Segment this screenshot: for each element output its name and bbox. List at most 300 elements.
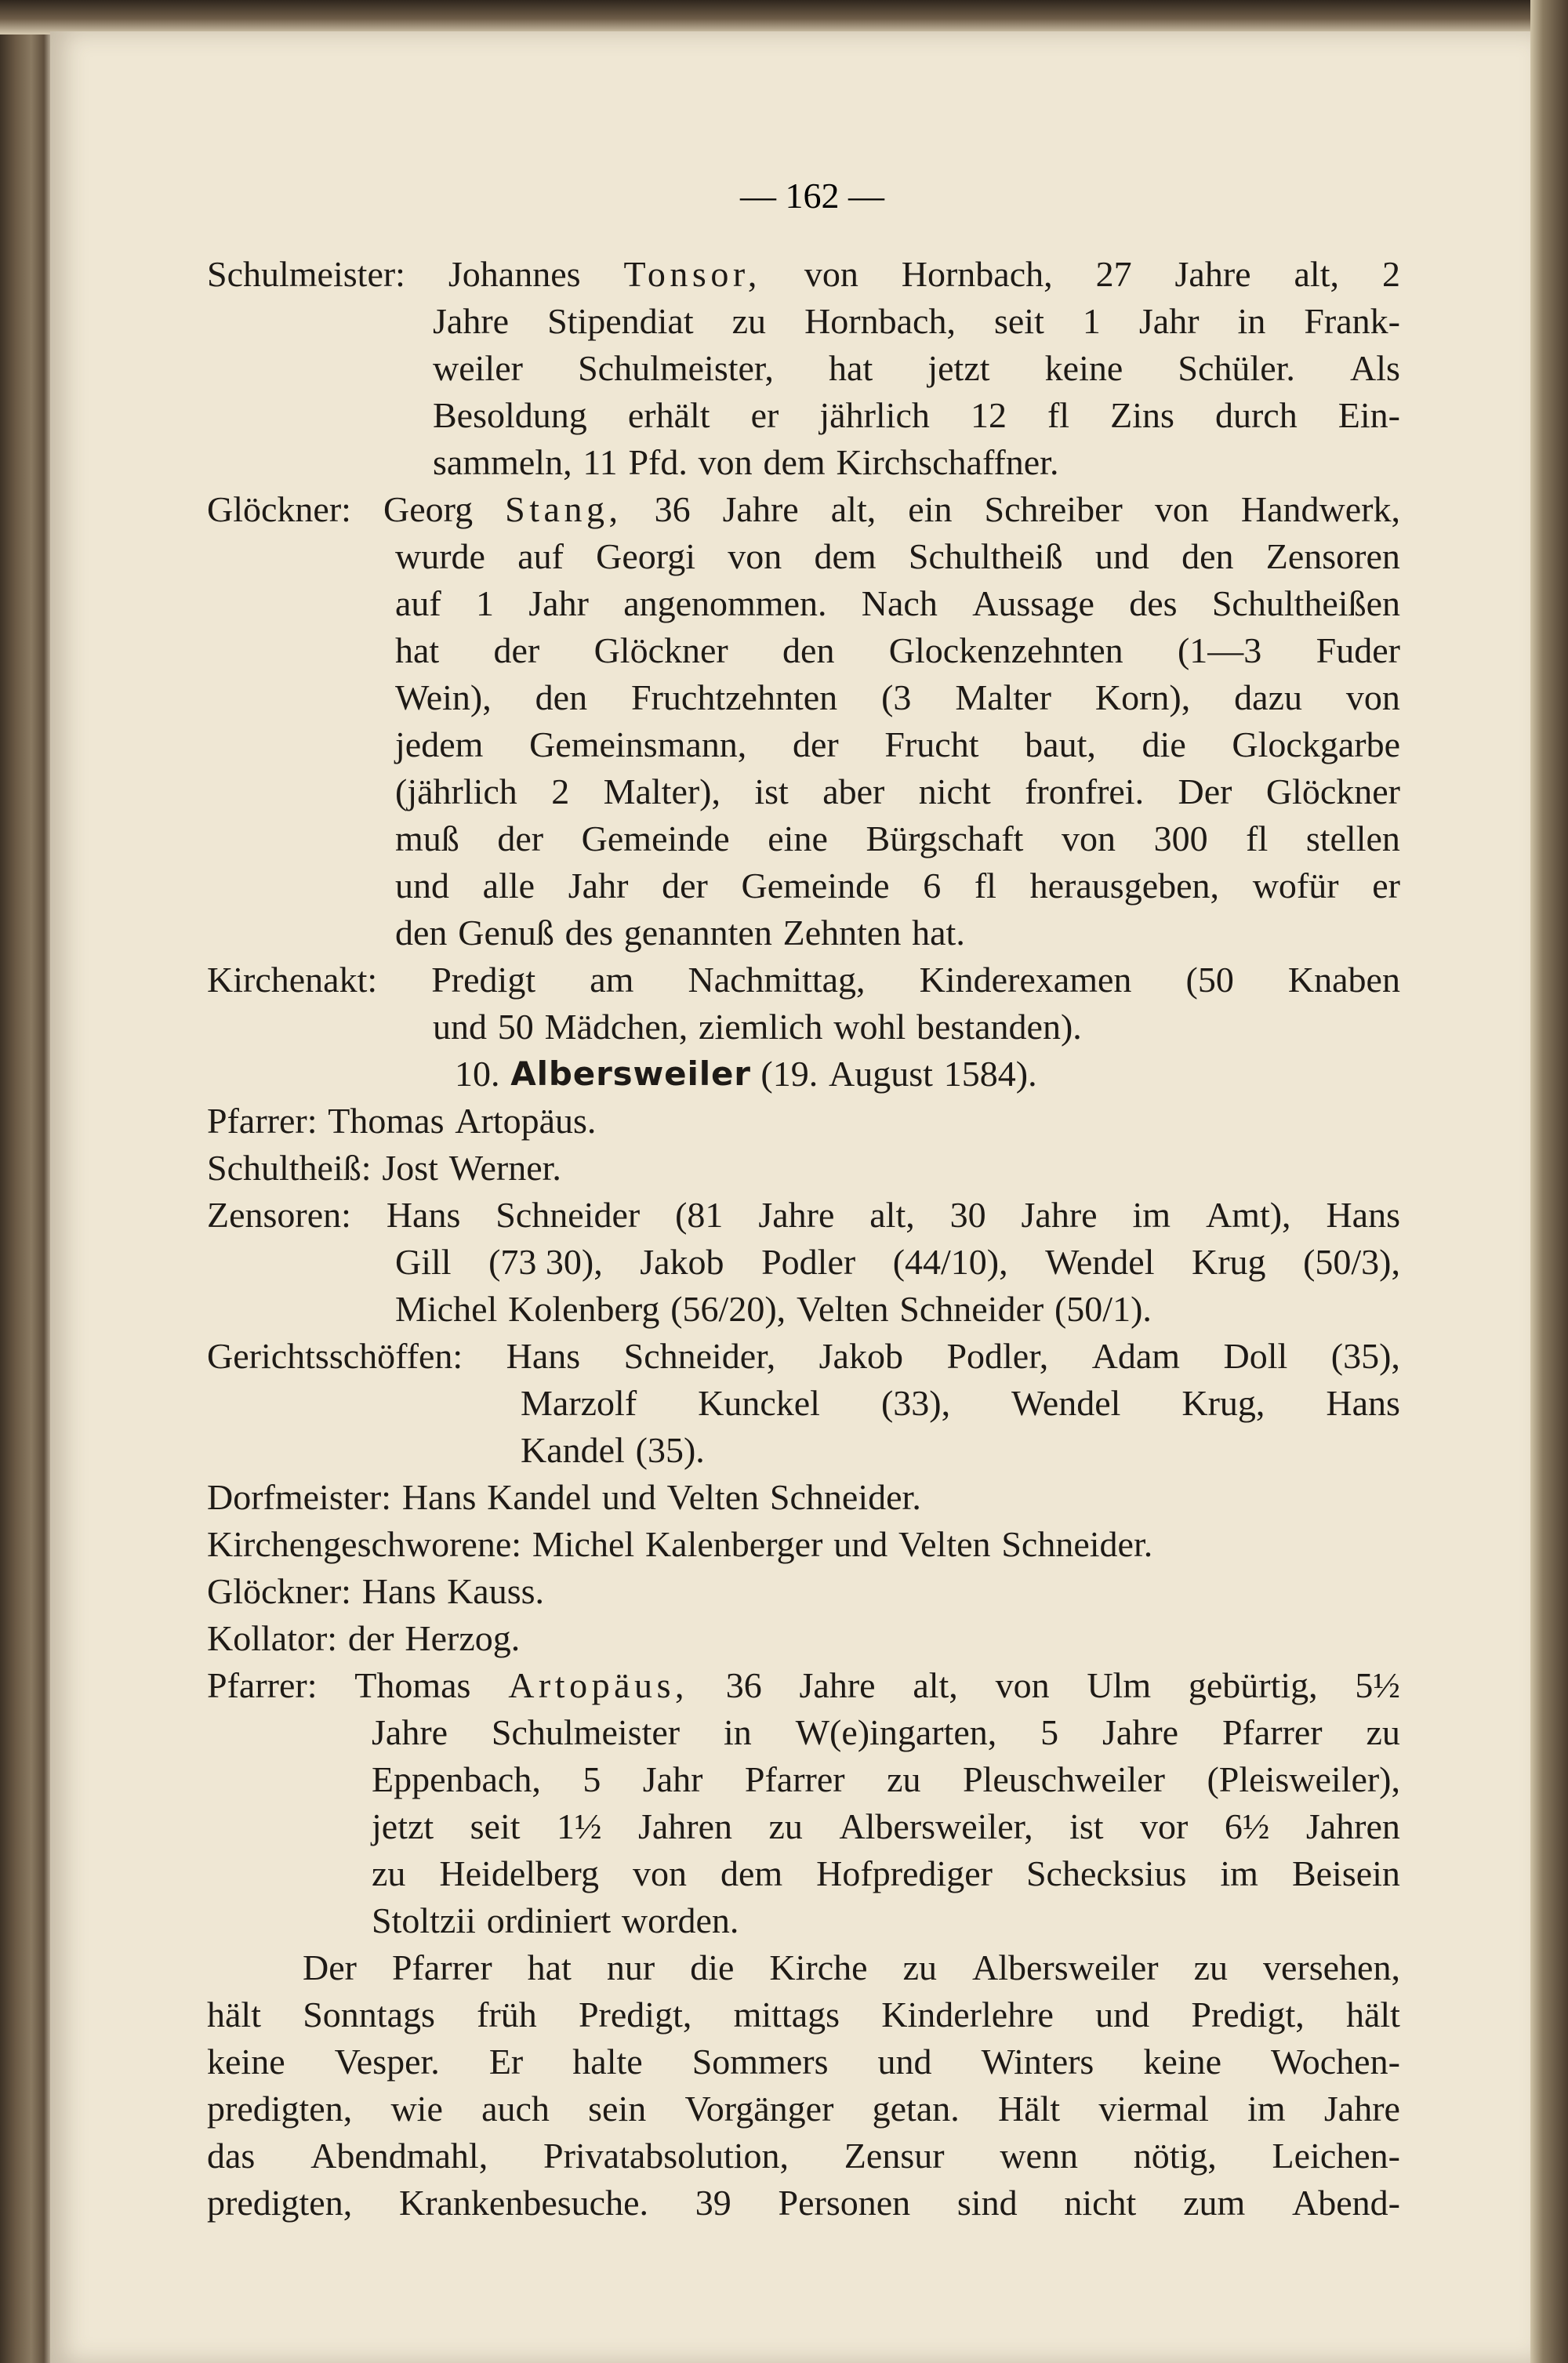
word: nicht [1064, 2183, 1137, 2223]
word: Thomas [328, 1101, 445, 1141]
page-number: — 162 — [740, 176, 884, 216]
word: Als [1350, 348, 1400, 388]
word: und [877, 2042, 932, 2082]
word: Gill [395, 1242, 452, 1282]
word: (81 [675, 1195, 724, 1235]
word: 36 [725, 1665, 762, 1705]
word: alt, [1294, 254, 1339, 294]
word: stellen [1305, 819, 1400, 858]
word: von [632, 1853, 687, 1893]
word: keine [1044, 348, 1123, 388]
word: predigten, [207, 2183, 353, 2223]
word: Velten [898, 1524, 991, 1564]
word: Nach [861, 583, 938, 623]
word: Schneider. [1001, 1524, 1153, 1564]
text-line [207, 251, 1400, 298]
word: Michel [395, 1289, 498, 1329]
word: nicht [918, 771, 991, 811]
word: wohl [833, 1007, 906, 1047]
word: Zensoren [1265, 536, 1400, 576]
word: zu [768, 1806, 803, 1846]
text-line [395, 1286, 1163, 1333]
word: 12 [970, 395, 1007, 435]
word: (35). [635, 1430, 705, 1470]
book-spine [1530, 0, 1568, 2363]
word: seit [993, 301, 1044, 341]
text-line [521, 1380, 1400, 1427]
word: auch [481, 2089, 550, 2129]
text-line [395, 674, 1400, 721]
word: Gerichtsschöffen: [207, 1336, 463, 1376]
word: Schulmeister: [207, 254, 405, 294]
word: Kirchenakt: [207, 960, 378, 1000]
word: Wendel [1011, 1383, 1121, 1423]
word: Knaben [1287, 960, 1400, 1000]
word: 1584). [943, 1054, 1037, 1094]
word: das [207, 2136, 256, 2176]
word: 5 [1040, 1712, 1059, 1752]
word: der [792, 724, 839, 764]
word: er [1372, 866, 1400, 906]
word: halte [572, 2042, 643, 2082]
word: 6½ [1224, 1806, 1270, 1846]
word: Er [488, 2042, 524, 2082]
word: jetzt [372, 1806, 434, 1846]
word: 1 [1082, 301, 1101, 341]
word: Jahre [433, 301, 510, 341]
word: des [1129, 583, 1178, 623]
word: Gemeinsmann, [529, 724, 747, 764]
word: muß [395, 819, 459, 858]
text-line [207, 486, 1400, 533]
text-line [395, 580, 1400, 627]
word: Podler, [946, 1336, 1049, 1376]
word: Werner. [448, 1148, 561, 1188]
word: ziemlich [699, 1007, 823, 1047]
text-line [207, 1192, 1400, 1239]
word: Albersweiler, [839, 1806, 1033, 1846]
word: baut, [1025, 724, 1096, 764]
word: jetzt [927, 348, 990, 388]
word: ist [1069, 1806, 1104, 1846]
word: 2 [551, 771, 570, 811]
text-line [521, 1427, 716, 1474]
word: fl [974, 866, 996, 906]
word: Albersweiler [510, 1054, 751, 1093]
word: 39 [695, 2183, 731, 2223]
word: Kinderlehre [881, 1995, 1054, 2035]
word: Pfarrer: [207, 1665, 318, 1705]
word: sammeln, [433, 442, 572, 482]
word: zu [887, 1759, 921, 1799]
word: wurde [395, 536, 485, 576]
word: der [662, 866, 708, 906]
word: Abendmahl, [310, 2136, 488, 2176]
word: weiler [433, 348, 523, 388]
word: Michel [532, 1524, 635, 1564]
word: Albersweiler [971, 1947, 1159, 1987]
word: hält [1345, 1995, 1400, 2035]
word: worden. [621, 1900, 739, 1940]
text-line [207, 1991, 1400, 2038]
word: Podler [761, 1242, 856, 1282]
word: Fuder [1316, 630, 1400, 670]
word: zu [731, 301, 767, 341]
text-line [372, 1803, 1400, 1850]
word: Glöckner [593, 630, 728, 670]
word: 30 [949, 1195, 986, 1235]
word: alle [482, 866, 535, 906]
word: predigten, [207, 2089, 353, 2129]
word: und [1094, 536, 1149, 576]
word: (19. [760, 1054, 818, 1094]
text-line [433, 439, 1069, 486]
word: zum [1183, 2183, 1246, 2223]
word: Kandel [487, 1477, 592, 1517]
word: Zins [1110, 395, 1174, 435]
word: nötig, [1133, 2136, 1217, 2176]
word: am [590, 960, 634, 1000]
word: 50 [497, 1007, 534, 1047]
word: auf [395, 583, 441, 623]
word: und [433, 1007, 487, 1047]
word: Pfarrer [1221, 1712, 1323, 1752]
word: Stang, [505, 489, 622, 529]
word: sind [956, 2183, 1018, 2223]
word: Kinderexamen [919, 960, 1132, 1000]
word: Gemeinde [581, 819, 730, 858]
text-line [395, 1239, 1400, 1286]
word: Krug, [1181, 1383, 1265, 1423]
word: Der [303, 1947, 357, 1987]
word: Adam [1091, 1336, 1181, 1376]
word: dem [720, 1853, 783, 1893]
word: jedem [395, 724, 484, 764]
word: 11 [583, 442, 618, 482]
word: 5 [583, 1759, 601, 1799]
text-line [207, 1145, 572, 1192]
word: im [1132, 1195, 1171, 1235]
text-line [433, 1004, 1093, 1051]
text-line [372, 1709, 1400, 1756]
word: 1½ [557, 1806, 602, 1846]
word: Pfd. [628, 442, 688, 482]
word: eine [768, 819, 828, 858]
word: der [493, 630, 540, 670]
word: Jakob [818, 1336, 903, 1376]
word: Hans [401, 1477, 477, 1517]
word: Glöckner: [207, 489, 351, 529]
word: Korn), [1094, 677, 1191, 717]
word: Jost [382, 1148, 438, 1188]
word: hat [527, 1947, 572, 1987]
word: getan. [872, 2089, 960, 2129]
text-line [395, 627, 1400, 674]
word: genannten [623, 913, 772, 953]
word: Marzolf [521, 1383, 637, 1423]
text-line [207, 1333, 1400, 1380]
word: 300 [1153, 819, 1208, 858]
word: Artopäus. [455, 1101, 597, 1141]
word: zu [1193, 1947, 1228, 1987]
word: wenn [1000, 2136, 1078, 2176]
word: zu [902, 1947, 937, 1987]
word: Schüler. [1178, 348, 1295, 388]
word: (3 [881, 677, 912, 717]
text-line [395, 815, 1400, 862]
word: Zensoren: [207, 1195, 351, 1235]
word: Fruchtzehnten [631, 677, 838, 717]
word: Beisein [1291, 1853, 1400, 1893]
word: Sonntags [303, 1995, 435, 2035]
text-line [395, 909, 976, 956]
word: Hans [361, 1571, 437, 1611]
word: der [497, 819, 544, 858]
word: im [1247, 2089, 1286, 2129]
word: von [1345, 677, 1400, 717]
text-line [207, 2085, 1400, 2133]
word: Georg [383, 489, 474, 529]
word: Wendel [1045, 1242, 1155, 1282]
word: Sommers [691, 2042, 829, 2082]
word: Kandel [521, 1430, 625, 1470]
word: Pleuschweiler [962, 1759, 1165, 1799]
word: ordiniert [486, 1900, 612, 1940]
word: Jahren [1305, 1806, 1400, 1846]
word: in [723, 1712, 752, 1752]
word: Jahre [1174, 254, 1251, 294]
word: Schneider [495, 1195, 641, 1235]
text-line [207, 1521, 1163, 1568]
word: Kalenberger [644, 1524, 823, 1564]
word: Hofprediger [816, 1853, 993, 1893]
text-line [207, 2180, 1400, 2227]
word: Pfarrer [391, 1947, 492, 1987]
word: angenommen. [623, 583, 827, 623]
word: Jahre [1102, 1712, 1179, 1752]
text-line [395, 721, 1400, 768]
word: Jahre [1021, 1195, 1098, 1235]
text-line [372, 1897, 750, 1944]
word: Abend- [1292, 2183, 1400, 2223]
text-line [207, 1568, 555, 1615]
word: er [750, 395, 779, 435]
word: den [395, 913, 448, 953]
word: 2 [1381, 254, 1400, 294]
book-page [50, 31, 1530, 2363]
word: alt, [830, 489, 877, 529]
text-line [207, 956, 1400, 1004]
word: Schulmeister [491, 1712, 681, 1752]
word: Schreiber [984, 489, 1123, 529]
word: bestanden). [916, 1007, 1082, 1047]
word: Wochen- [1271, 2042, 1400, 2082]
word: Personen [778, 2183, 911, 2223]
word: Handwerk, [1240, 489, 1400, 529]
word: im [1220, 1853, 1258, 1893]
word: Winters [981, 2042, 1094, 2082]
word: alt, [869, 1195, 915, 1235]
text-line [433, 298, 1400, 345]
word: W(e)ingarten, [795, 1712, 997, 1752]
word: (44/10), [892, 1242, 1008, 1282]
word: Leichen- [1272, 2136, 1400, 2176]
word: Pfarrer [744, 1759, 845, 1799]
word: ein [908, 489, 953, 529]
word: Johannes [448, 254, 581, 294]
word: den [782, 630, 835, 670]
word: Schultheiß [908, 536, 1063, 576]
word: (35), [1330, 1336, 1400, 1376]
word: viermal [1098, 2089, 1209, 2129]
word: Zensur [844, 2136, 945, 2176]
word: zu [372, 1853, 406, 1893]
word: Predigt [431, 960, 536, 1000]
word: Hans [386, 1195, 461, 1235]
word: Schneider. [769, 1477, 921, 1517]
word: die [690, 1947, 735, 1987]
word: 10. [455, 1054, 500, 1094]
word: alt, [913, 1665, 958, 1705]
word: auf [517, 536, 564, 576]
word: Tonsor, [623, 254, 761, 294]
word: mittags [733, 1995, 840, 2035]
word: Velten [666, 1477, 760, 1517]
word: 1 [476, 583, 495, 623]
text-line [207, 2038, 1400, 2085]
word: den [535, 677, 588, 717]
word: Pfarrer: [207, 1101, 318, 1141]
word: von [804, 254, 858, 294]
word: hält [207, 1995, 261, 2035]
page-text [50, 31, 1530, 2363]
word: Stoltzii [372, 1900, 476, 1940]
word: zu [1366, 1712, 1400, 1752]
word: Der [1178, 771, 1232, 811]
word: Ulm [1087, 1665, 1152, 1705]
word: Amt), [1205, 1195, 1291, 1235]
word: Artopäus, [508, 1665, 689, 1705]
word: Hornbach, [901, 254, 1053, 294]
word: Doll [1223, 1336, 1288, 1376]
word: Besoldung [433, 395, 587, 435]
word: Glöckner: [207, 1571, 351, 1611]
word: Jahr [528, 583, 589, 623]
word: von [1062, 819, 1116, 858]
word: (56/20), [670, 1289, 786, 1329]
word: Velten [796, 1289, 889, 1329]
word: Eppenbach, [372, 1759, 541, 1799]
text-line [372, 1756, 1400, 1803]
word: Jahre [722, 489, 799, 529]
word: Jahre [372, 1712, 448, 1752]
word: Mädchen, [544, 1007, 688, 1047]
word: Aussage [972, 583, 1094, 623]
word: Jahre [799, 1665, 876, 1705]
word: Georgi [596, 536, 696, 576]
word: Jahr [1138, 301, 1200, 341]
word: Heidelberg [439, 1853, 599, 1893]
word: (jährlich [395, 771, 517, 811]
word: Privatabsolution, [543, 2136, 789, 2176]
word: Kunckel [698, 1383, 820, 1423]
word: Jahre [758, 1195, 835, 1235]
word: in [1237, 301, 1266, 341]
word: Zehnten [782, 913, 902, 953]
word: Kirche [769, 1947, 868, 1987]
text-line [207, 1474, 932, 1521]
word: Predigt, [1191, 1995, 1305, 2035]
word: Schultheißen [1211, 583, 1400, 623]
text-line [372, 1850, 1400, 1897]
word: Kollator: [207, 1618, 338, 1658]
word: keine [207, 2042, 285, 2082]
word: und [395, 866, 449, 906]
word: vor [1140, 1806, 1189, 1846]
text-line [207, 1662, 1400, 1709]
word: Schultheiß: [207, 1148, 372, 1188]
word: Nachmittag, [688, 960, 866, 1000]
text-line [207, 1615, 531, 1662]
word: 6 [923, 866, 942, 906]
word: Jahren [637, 1806, 733, 1846]
word: Ein- [1338, 395, 1400, 435]
word: herausgeben, [1029, 866, 1220, 906]
word: August [829, 1054, 933, 1094]
word: Kauss. [447, 1571, 545, 1611]
word: dem [814, 536, 877, 576]
word: von [728, 536, 782, 576]
word: Stipendiat [547, 301, 694, 341]
word: 27 [1095, 254, 1132, 294]
word: 5½ [1355, 1665, 1400, 1705]
word: wie [390, 2089, 443, 2129]
word: des [564, 913, 613, 953]
text-line [303, 1944, 1400, 1991]
text-line [207, 1098, 607, 1145]
word: und [833, 1524, 888, 1564]
word: Vorgänger [684, 2089, 834, 2129]
text-line [455, 1051, 1047, 1098]
text-line [395, 533, 1400, 580]
word: von [698, 442, 753, 482]
word: Hans [1326, 1383, 1400, 1423]
word: Frank- [1304, 301, 1400, 341]
word: fronfrei. [1025, 771, 1145, 811]
word: erhält [627, 395, 710, 435]
word: Kolenberg [508, 1289, 660, 1329]
word: Glockgarbe [1232, 724, 1400, 764]
word: Jakob [640, 1242, 724, 1282]
word: Wein), [395, 677, 492, 717]
word: fl [1246, 819, 1269, 858]
word: (1—3 [1177, 630, 1262, 670]
word: fl [1047, 395, 1070, 435]
word: hat [395, 630, 440, 670]
word: versehen, [1262, 1947, 1400, 1987]
word: hat [829, 348, 873, 388]
text-line [433, 345, 1400, 392]
word: sein [588, 2089, 647, 2129]
word: hat. [912, 913, 965, 953]
word: (50 [1185, 960, 1234, 1000]
word: Kirchengeschworene: [207, 1524, 522, 1564]
word: Gemeinde [741, 866, 890, 906]
word: Krankenbesuche. [398, 2183, 648, 2223]
word: nur [606, 1947, 655, 1987]
word: Glockenzehnten [888, 630, 1123, 670]
word: gebürtig, [1188, 1665, 1318, 1705]
